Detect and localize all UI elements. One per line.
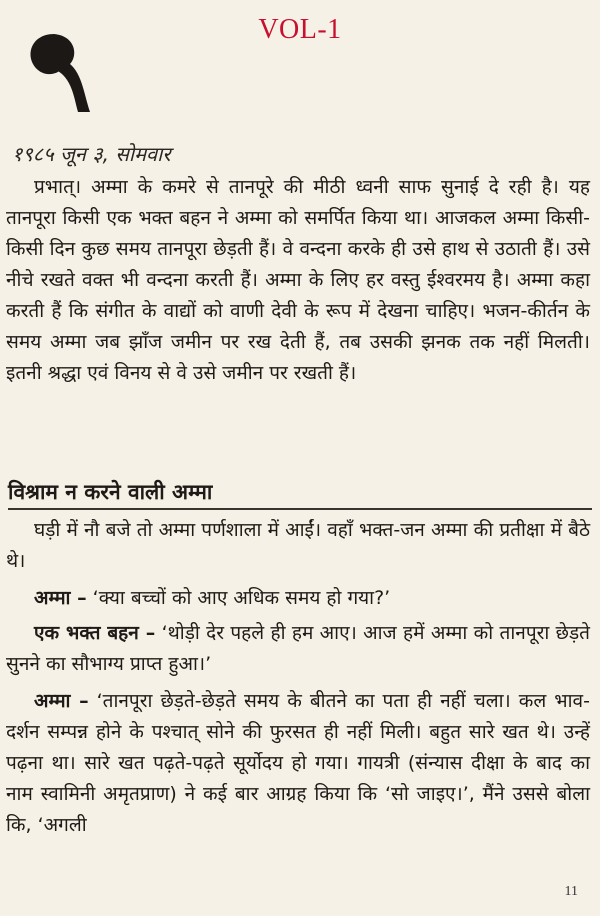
dialogue-speaker: एक भक्त बहन – xyxy=(34,622,156,644)
dialogue-line xyxy=(6,583,590,614)
dialogue-text: ‘थोड़ी देर पहले ही हम आए। आज हमें अम्मा को तानपूरा छेड़ते सुनने का सौभाग्य प्राप्त हुआ।’ xyxy=(6,622,590,675)
dialogue-text: ‘क्या बच्चों को आए अधिक समय हो गया?’ xyxy=(86,587,391,609)
volume-label: VOL-1 xyxy=(258,14,342,45)
dialogue-speaker: अम्मा – xyxy=(34,587,87,609)
dialogue-speaker: अम्मा – xyxy=(34,690,89,712)
paragraph-intro: प्रभात्। अम्मा के कमरे से तानपूरे की मीठी ध्वनी साफ सुनाई दे रही है। यह तानपूरा किसी एक भक्त बहन ने अम्मा को समर्पित किया था। आजकल अम्मा किसी-किसी दिन कुछ समय तानपूरा छेड़ती हैं। वे वन्दना करके ही उसे हाथ से उठाती हैं। उसे नीचे रखते वक्त भी वन्दना करती हैं। अम्मा के लिए हर वस्तु ईश्वरमय है। अम्मा कहा करती हैं कि संगीत के वाद्यों को वाणी देवी के रूप में देखना चाहिए। भजन-कीर्तन के समय अम्मा जब झाँज जमीन पर रख देती हैं, तब उसकी झनक तक नहीं मिलती। इतनी श्रद्धा एवं विनय से वे उसे जमीन पर रखती हैं। xyxy=(6,176,590,384)
page-number: 11 xyxy=(564,884,578,899)
dialogue-line xyxy=(6,618,590,680)
dialogue-text: ‘तानपूरा छेड़ते-छेड़ते समय के बीतने का पता ही नहीं चला। कल भाव-दर्शन सम्पन्न होने के पश्चात् सोने की फुरसत ही नहीं मिली। बहुत सारे खत थे। उन्हें पढ़ना था। सारे खत पढ़ते-पढ़ते सूर्योदय हो गया। गायत्री (संन्यास दीक्षा के बाद का नाम स्वामिनी अमृतप्राण) ने कई बार आग्रह किया कि ‘सो जाइए।’, मैंने उससे बोला कि, ‘अगली xyxy=(6,690,590,836)
dialogue-line xyxy=(6,686,590,841)
paragraph-section-intro: घड़ी में नौ बजे तो अम्मा पर्णशाला में आईं। वहाँ भक्त-जन अम्मा की प्रतीक्षा में बैठे थे। xyxy=(6,519,590,572)
entry-date: १९८५ जून ३, सोमवार xyxy=(12,142,171,166)
section-heading: विश्राम न करने वाली अम्मा xyxy=(8,478,592,510)
